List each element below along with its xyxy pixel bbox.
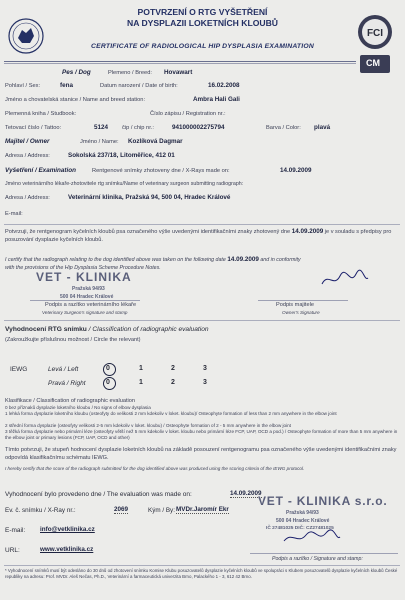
eval-email-label: E-mail: (5, 527, 26, 534)
reg-label: Číslo zápisu / Registration nr.: (150, 111, 226, 117)
confirm-cz-text: Potvrzuji, že rentgenogram kyčelních kloubů psa označeného výše uvedenými identifikačními znaky zhotovený dne (5, 229, 291, 235)
evaluation-heading-en: / Classification of radiographic evaluation (88, 326, 209, 333)
chip-value: 941000002275794 (172, 124, 225, 131)
class-grade-2: 2 střední forma dysplazie (osteofyty velikosti 2-5 mm kdekoliv v loket. kloubu) / Osteophyte formation of 2 - 5 mm anywhere in the elbow joint (5, 423, 291, 428)
class-grade-1: 1 lehká forma dysplazie loketního kloubu (osteofyty do velikosti 2 mm kdekoliv v loket. kloubu)/ Osteophyte formation of less than 2 mm anywhere in the elbow joint (5, 411, 337, 416)
vet-address-label: Adresa / Address: (5, 195, 50, 201)
confirm-cz-rest: je v souladu s předpisy pro posuzování dysplazie kyčelních kloubů. (5, 229, 392, 243)
right-grade-1: 1 (139, 379, 143, 386)
by-label: Kým / By: (148, 507, 175, 514)
signature-label: Podpis a razítko / Signature and stamp: (272, 556, 363, 562)
stamp2-street: Pražská 94/93 (286, 510, 319, 516)
dog-name: Ambra Hali Gali (193, 96, 240, 103)
stamp1-title: VET - KLINIKA (36, 270, 132, 284)
sex-value: fena (60, 82, 73, 89)
by-value: MVDr.Jaromír Ekr (176, 506, 229, 513)
confirm-en-line2: with the provisions of the Hip Dysplasia Scheme Procedure Notes. (5, 265, 161, 271)
right-grade-2: 2 (171, 379, 175, 386)
sig-owner-label: Podpis majitele (276, 302, 314, 308)
xray-made-date: 14.09.2009 (280, 167, 312, 174)
sig-owner-en: Owner's Signature (282, 310, 320, 315)
evaluation-heading (5, 326, 209, 333)
confirm-en-rest: and in conformity (260, 257, 301, 263)
owner-address: Sokolská 237/18, Litoměřice, 412 01 (68, 152, 175, 159)
xray-made-label: Rentgenové snímky zhotoveny dne / X-Rays made on: (92, 168, 230, 174)
classification-confirm-cz: Tímto potvrzuji, že stupeň hodnocení dysplazie loketních kloubů na základě posouzení rentgenogramu psa označeného výše uvedenými identifikačními znaky odpovídá klasifikačnímu schématu IEWG. (5, 447, 397, 461)
right-label: Pravá / Right (48, 380, 86, 387)
exam-email-label: E-mail: (5, 211, 23, 217)
xray-nr-label: Ev. č. snímku / X-Ray nr.: (5, 507, 76, 514)
color-label: Barva / Color: (266, 125, 301, 131)
iewg-label: IEWG (10, 366, 28, 373)
name-label: Jméno a chovatelská stanice / Name and breed station: (5, 97, 146, 103)
stamp2-city: 500 04 Hradec Králové (276, 518, 330, 524)
left-label: Levá / Left (48, 366, 79, 373)
confirm-en-text: I certify that the radiograph relating to the dog identified above was taken on the following date (5, 257, 226, 263)
owner-name: Kozlíková Dagmar (128, 138, 183, 145)
left-grade-2: 2 (171, 365, 175, 372)
stamp1-city: 500 04 Hradec Králové (60, 294, 114, 300)
class-grade-3: 3 těžká forma dysplazie nebo primární léze (osteofyty větší než 5 mm kdekoliv v loket. kloubu nebo primární léze FCP, UAP, OCD a pod.) / Osteophyte formation of more than 5 mm anywhere in the elbow joint or primary lesions (FCP, UAP, OCD and other) (5, 429, 398, 440)
tattoo-value: 5124 (94, 124, 109, 131)
stamp2-title: VET - KLINIKA s.r.o. (258, 494, 388, 508)
evaluation-sub: (Zakroužkujte příslušnou možnost / Circle the relevant) (5, 337, 141, 343)
dob-label: Datum narození / Date of birth: (100, 83, 178, 89)
dob-value: 16.02.2008 (208, 82, 240, 89)
chip-label: čip / chip nr.: (122, 125, 154, 131)
eval-date-label: Vyhodnocení bylo provedeno dne / The evaluation was made on: (5, 491, 192, 498)
confirm-en-line1 (5, 256, 301, 263)
stamp2-ids: IČ 27481025 DIČ: CZ27481025 (266, 526, 334, 531)
sex-label: Pohlaví / Sex: (5, 83, 41, 89)
breed-label: Plemeno / Breed: (108, 70, 152, 76)
left-grade-1: 1 (139, 365, 143, 372)
evaluation-heading-cz: Vyhodnocení RTG snímku (5, 326, 87, 333)
color-value: plavá (314, 124, 331, 131)
vet-label: Jméno veterinárního lékaře-zhotovitele rtg snímku/Name of veterinary surgeon submitting radiograph: (5, 181, 244, 187)
stamp1-street: Pražská 94/93 (72, 286, 105, 292)
title-czech-line2: NA DYSPLAZII LOKETNÍCH KLOUBŮ (126, 18, 279, 28)
class-grade-0: 0 bez příznaků dysplazie loketního kloubu / No signs of elbow dysplasia (5, 405, 151, 410)
owner-name-label: Jméno / Name: (80, 139, 119, 145)
left-grade-3: 3 (203, 365, 207, 372)
eval-email-link[interactable]: info@vetklinika.cz (40, 526, 95, 533)
confirm-cz-date: 14.09.2009 (291, 228, 324, 235)
vet-address: Veterinární klinika, Pražská 94, 500 04, Hradec Králové (68, 194, 231, 201)
title-english: CERTIFICATE OF RADIOLOGICAL HIP DYSPLASIA EXAMINATION (91, 43, 314, 50)
classification-title: Klasifikace / Classification of radiographic evaluation (5, 398, 135, 404)
tattoo-label: Tetovací číslo / Tattoo: (5, 125, 62, 131)
url-link[interactable]: www.vetklinika.cz (40, 546, 94, 553)
sig-vet-en: Veterinary Surgeon's signature and stamp (42, 310, 128, 315)
breed-value: Hovawart (164, 69, 193, 76)
owner-label: Majitel / Owner (5, 138, 50, 145)
url-label: URL: (5, 547, 20, 554)
left-grade-0: 0 (106, 365, 110, 372)
sig-vet-label: Podpis a razítko veterinárního lékaře (45, 302, 137, 308)
cm-logo-text: CM (366, 58, 380, 68)
right-grade-3: 3 (203, 379, 207, 386)
title-czech-line1: POTVRZENÍ O RTG VYŠETŘENÍ (137, 7, 268, 17)
cm-logo (360, 55, 390, 73)
classification-confirm-en: I hereby certify that the score of the radiograph submitted for the dog identified above was produced using the scoring criteria of the IEWG protocol. (5, 466, 305, 471)
evaluator-signature (282, 529, 342, 552)
footer-note: * Vyhodnocení snímků musí být odesláno do 30 dnů od zhotovení snímku Komise Klubu posuzovatelů dysplazie kyčelních kloubů ve spolupráci s Klubem posuzovatelů dysplazie kyčelních kloubů České republiky na adresu: Prof. MVDr. Aleš Nečas, Ph.D., Veterinární a farmaceutická univerzita Brno, Palackého 1 - 3, 612 42 Brno. (5, 568, 398, 579)
xray-nr-value: 2069 (114, 506, 129, 513)
pes-fena: Pes / Dog (62, 69, 91, 76)
fci-logo-text: FCI (366, 28, 384, 39)
fci-logo (355, 12, 395, 52)
studbook-label: Plemenná kniha / Studbook: (5, 111, 77, 117)
eval-date-value: 14.09.2009 (230, 490, 262, 497)
confirm-cz (5, 228, 400, 244)
owner-signature (320, 268, 370, 295)
owner-address-label: Adresa / Address: (5, 153, 50, 159)
right-grade-0: 0 (106, 379, 110, 386)
confirm-en-date: 14.09.2009 (227, 256, 259, 263)
exam-label: Vyšetření / Examination (5, 167, 76, 174)
